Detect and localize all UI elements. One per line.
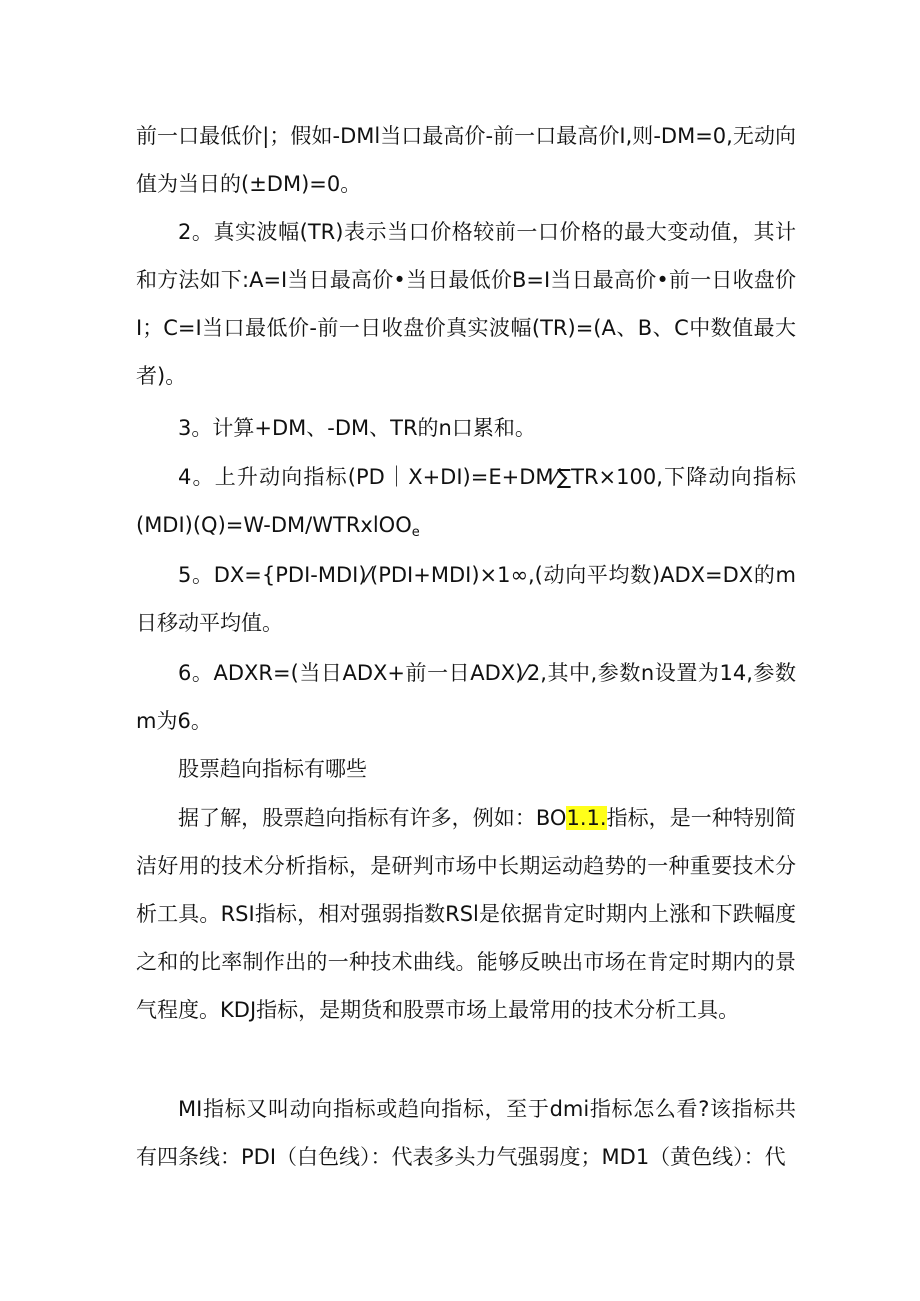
paragraph-dm-continuation: 前一口最低价|；假如-DMl当口最高价-前一口最高价I,则-DM=0,无动向值为当日的(±DM)=0。 [136, 124, 796, 196]
step-4-text: 4。上升动向指标(PD｜X+DI)=E+DM⁄∑TR×100,下降动向指标(MDI)(Q)=W-DM/WTRxlOO [136, 465, 796, 537]
indicators-text-start: 据了解，股票趋向指标有许多，例如：BO [178, 806, 567, 830]
highlighted-text: 1.1. [566, 806, 607, 830]
indicators-text-rest: 指标，是一种特别简洁好用的技术分析指标，是研判市场中长期运动趋势的一种重要技术分析工具。RSI指标，相对强弱指数RSl是依据肯定时期内上涨和下跌幅度之和的比率制作出的一种技术曲线。能够反映出市场在肯定时期内的景气程度。KDJ指标，是期货和股票市场上最常用的技术分析工具。 [136, 806, 796, 1022]
paragraph-step-5: 5。DX={PDI-MDI)⁄(PDI+MDI)×1∞,(动向平均数)ADX=DX的m日移动平均值。 [136, 563, 796, 635]
section-heading: 股票趋向指标有哪些 [178, 757, 367, 781]
step-4-subscript: e [411, 525, 420, 540]
paragraph-indicators [136, 794, 796, 1034]
paragraph-dmi: MI指标又叫动向指标或趋向指标，至于dmi指标怎么看?该指标共有四条线：PDI（白色线）：代表多头力气强弱度；MD1（黄色线）：代 [136, 1097, 796, 1169]
paragraph-true-range: 2。真实波幅(TR)表示当口价格较前一口价格的最大变动值，其计和方法如下:A=I当日最高价•当日最低价B=I当日最高价•前一日收盘价I；C=I当口最低价-前一日收盘价真实波幅(TR)=(A、B、C中数值最大者)。 [136, 220, 796, 388]
paragraph-step-6: 6。ADXR=(当日ADX+前一日ADX)⁄2,其中,参数n设置为14,参数m为6。 [136, 661, 796, 733]
paragraph-step-4 [136, 453, 796, 557]
paragraph-step-3: 3。计算+DM、-DM、TR的n口累和。 [178, 416, 536, 440]
